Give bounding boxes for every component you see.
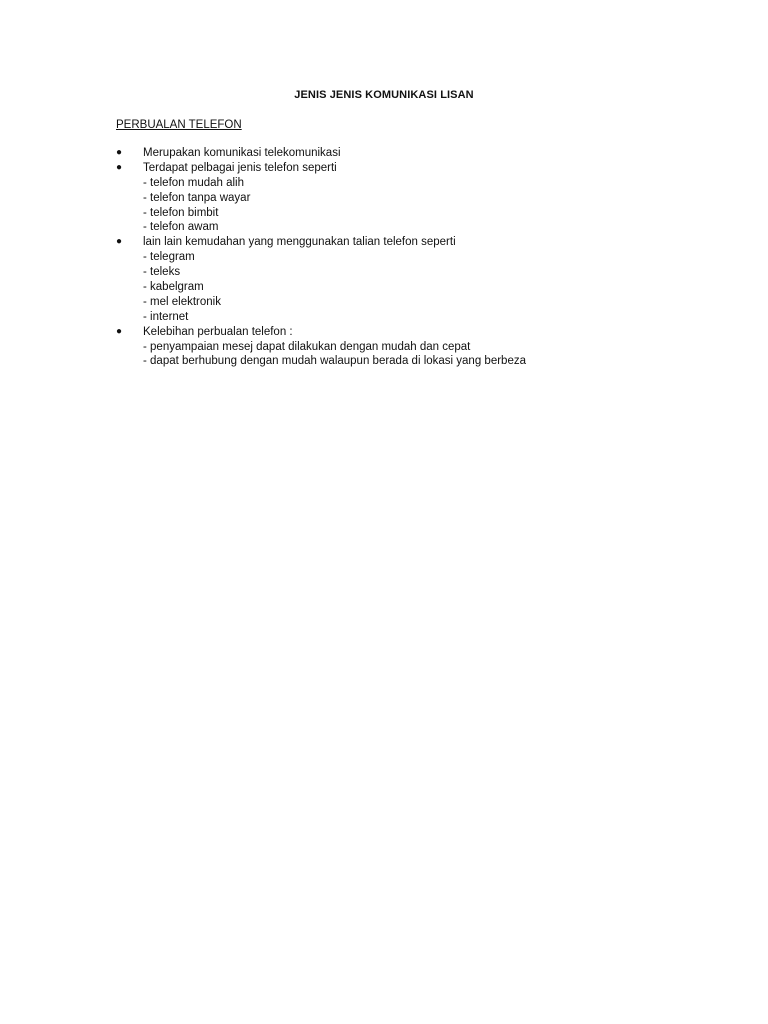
bullet-list bbox=[116, 146, 676, 369]
bullet-item bbox=[116, 161, 676, 176]
bullet-text: lain lain kemudahan yang menggunakan talian telefon seperti bbox=[143, 236, 456, 249]
sub-item: - kabelgram bbox=[143, 281, 204, 294]
bullet-dot-icon: ● bbox=[116, 325, 123, 337]
sub-item: - telefon bimbit bbox=[143, 206, 219, 219]
bullet-item bbox=[116, 235, 676, 250]
sub-item: - internet bbox=[143, 310, 189, 323]
sub-item: - telegram bbox=[143, 251, 195, 264]
section-heading: PERBUALAN TELEFON bbox=[116, 119, 242, 131]
bullet-text: Merupakan komunikasi telekomunikasi bbox=[143, 147, 341, 159]
bullet-dot-icon: ● bbox=[116, 161, 123, 173]
sub-item: - telefon tanpa wayar bbox=[143, 191, 251, 204]
bullet-item bbox=[116, 325, 676, 340]
sub-item: - telefon awam bbox=[143, 221, 219, 234]
sub-item: - penyampaian mesej dapat dilakukan dengan mudah dan cepat bbox=[143, 340, 471, 353]
bullet-item bbox=[116, 146, 676, 161]
bullet-text: Terdapat pelbagai jenis telefon seperti bbox=[143, 161, 337, 174]
sub-item: - telefon mudah alih bbox=[143, 176, 245, 189]
document-title: JENIS JENIS KOMUNIKASI LISAN bbox=[294, 89, 474, 101]
sub-item: - teleks bbox=[143, 266, 181, 279]
bullet-dot-icon: ● bbox=[116, 236, 123, 248]
sub-item: - dapat berhubung dengan mudah walaupun berada di lokasi yang berbeza bbox=[143, 355, 526, 368]
bullet-dot-icon: ● bbox=[116, 147, 123, 158]
bullet-text: Kelebihan perbualan telefon : bbox=[143, 325, 293, 338]
sub-item: - mel elektronik bbox=[143, 295, 221, 308]
